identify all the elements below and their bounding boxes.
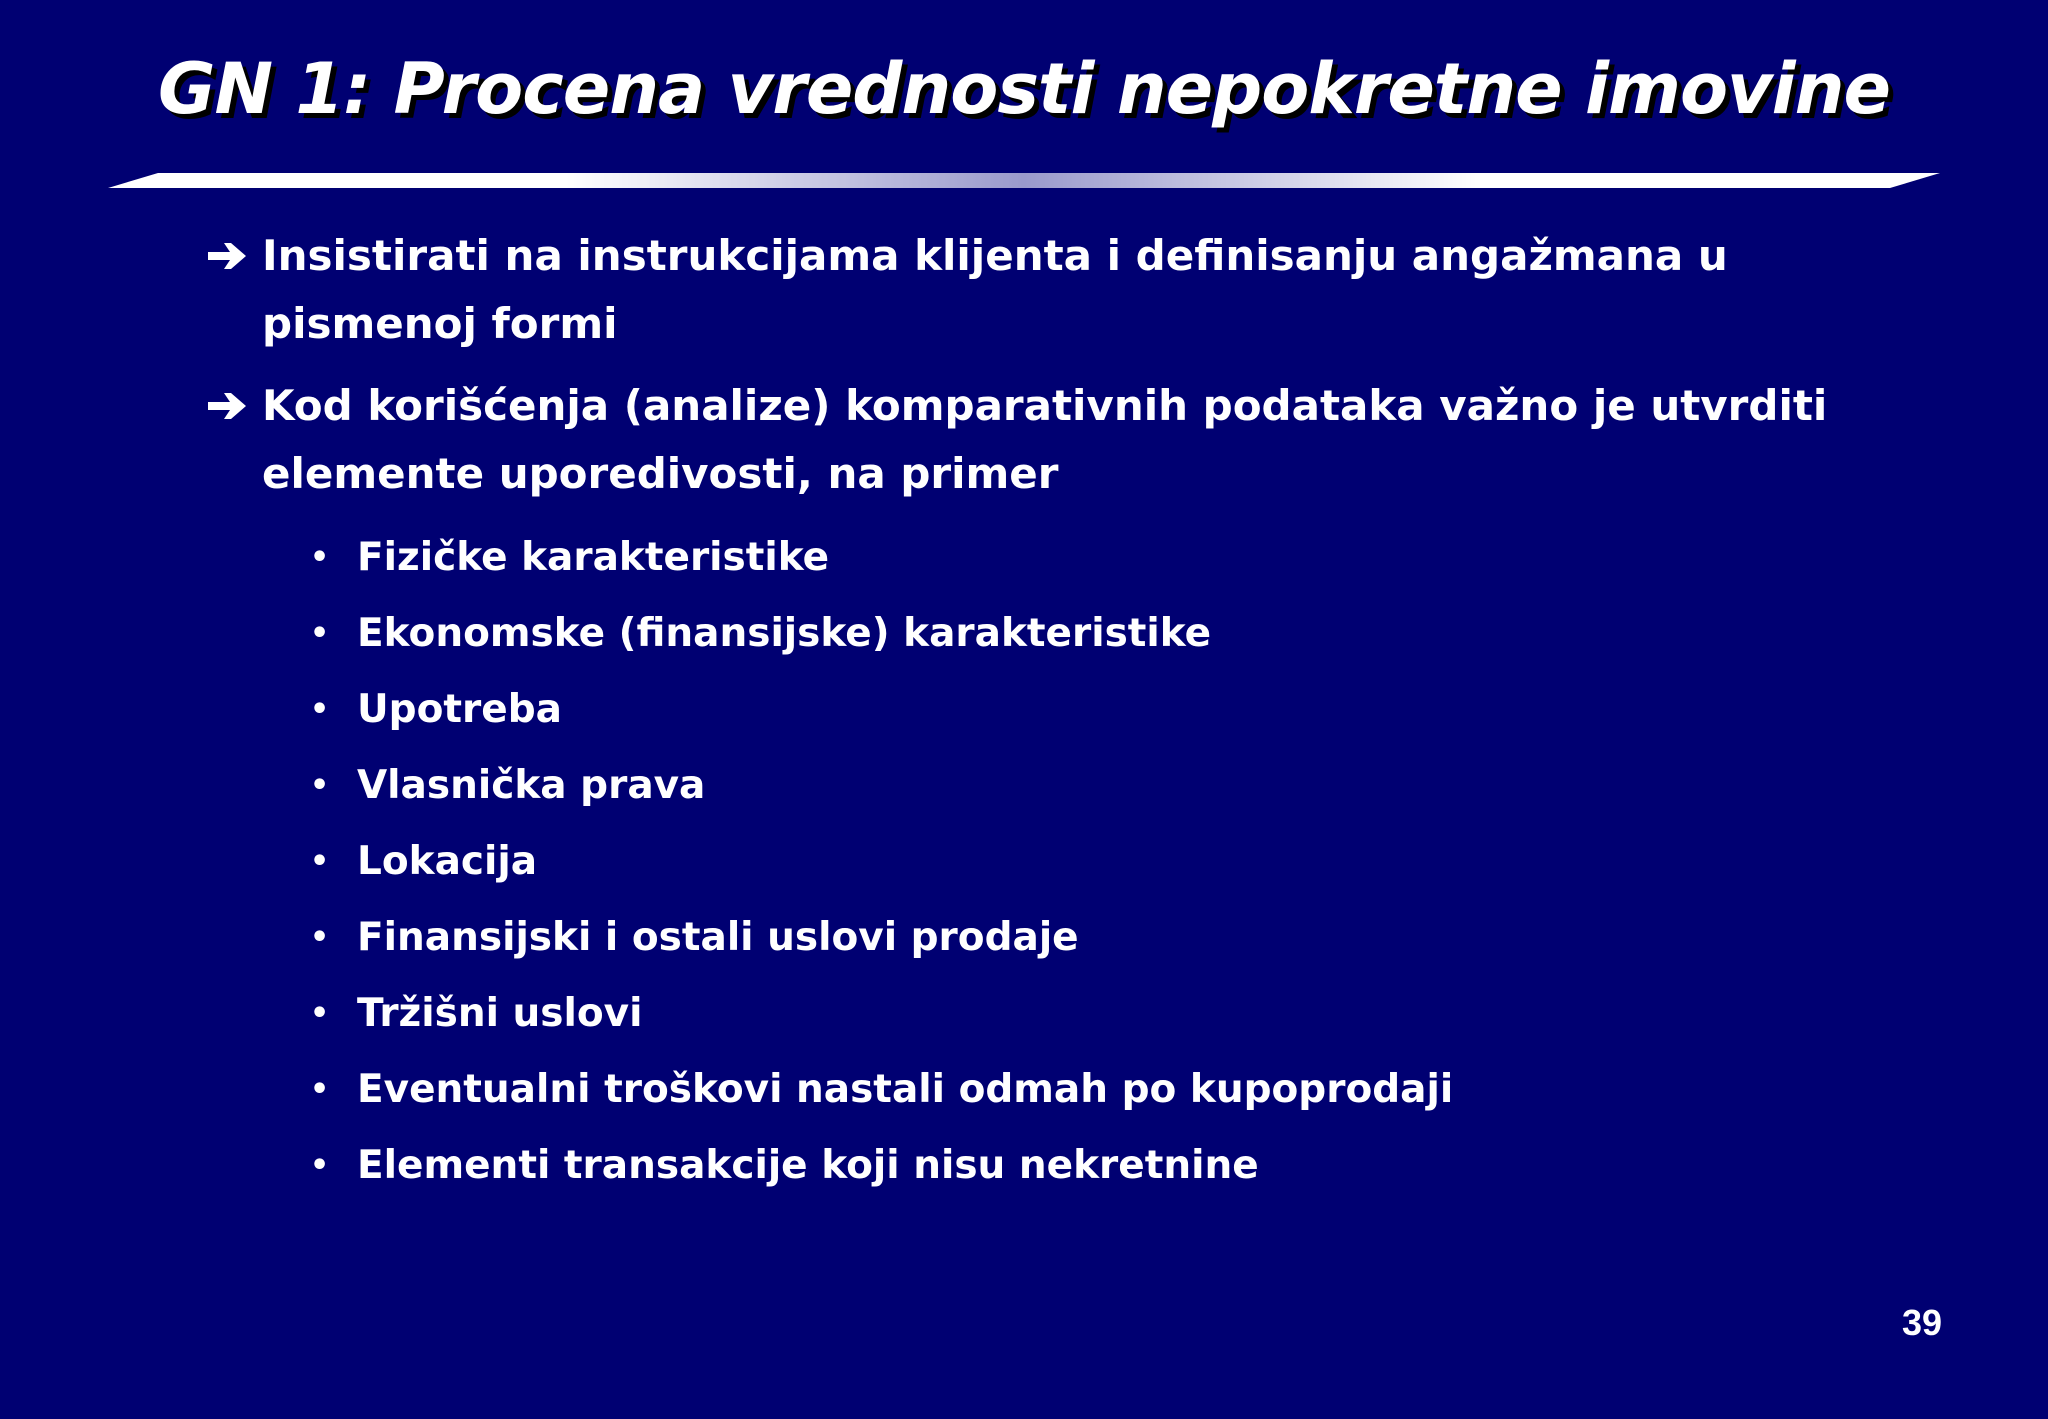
main-bullet-item xyxy=(204,372,1904,508)
bullet-dot-icon: • xyxy=(310,540,330,575)
sub-bullet-item xyxy=(204,1128,1904,1204)
sub-bullet-text: Fizičke karakteristike xyxy=(357,535,830,580)
slide-content xyxy=(204,222,1904,1204)
right-arrow-icon xyxy=(204,222,250,290)
bullet-dot-icon: • xyxy=(310,844,330,879)
bullet-dot-icon: • xyxy=(310,1148,330,1183)
page-number: 39 xyxy=(1901,1302,1942,1343)
sub-bullet-item xyxy=(204,520,1904,596)
sub-bullet-text: Ekonomske (finansijske) karakteristike xyxy=(357,611,1212,656)
main-bullet-text: Insistirati na instrukcijama klijenta i definisanju angažmana u pismenoj formi xyxy=(262,231,1728,348)
sub-bullet-text: Elementi transakcije koji nisu nekretnine xyxy=(357,1143,1259,1188)
sub-bullet-text: Upotreba xyxy=(357,687,562,732)
bullet-dot-icon: • xyxy=(310,616,330,651)
sub-bullet-item xyxy=(204,748,1904,824)
main-bullet-text: Kod korišćenja (analize) komparativnih podataka važno je utvrditi elemente uporedivosti, na primer xyxy=(262,381,1828,498)
bullet-dot-icon: • xyxy=(310,768,330,803)
sub-bullet-text: Finansijski i ostali uslovi prodaje xyxy=(357,915,1079,960)
sub-bullet-text: Eventualni troškovi nastali odmah po kupoprodaji xyxy=(357,1067,1454,1112)
sub-bullet-item xyxy=(204,672,1904,748)
sub-bullet-item xyxy=(204,596,1904,672)
sub-bullet-item xyxy=(204,976,1904,1052)
sub-bullet-item xyxy=(204,1052,1904,1128)
right-arrow-icon xyxy=(204,372,250,440)
sub-bullet-text: Lokacija xyxy=(357,839,538,884)
bullet-dot-icon: • xyxy=(310,920,330,955)
title-divider xyxy=(108,170,1940,190)
sub-bullet-item xyxy=(204,824,1904,900)
sub-bullet-list xyxy=(204,520,1904,1204)
sub-bullet-text: Vlasnička prava xyxy=(357,763,706,808)
bullet-dot-icon: • xyxy=(310,1072,330,1107)
bullet-dot-icon: • xyxy=(310,996,330,1031)
slide-title: GN 1: Procena vrednosti nepokretne imovine xyxy=(158,48,1890,130)
main-bullet-item xyxy=(204,222,1904,358)
bullet-dot-icon: • xyxy=(310,692,330,727)
sub-bullet-item xyxy=(204,900,1904,976)
sub-bullet-text: Tržišni uslovi xyxy=(357,991,643,1036)
